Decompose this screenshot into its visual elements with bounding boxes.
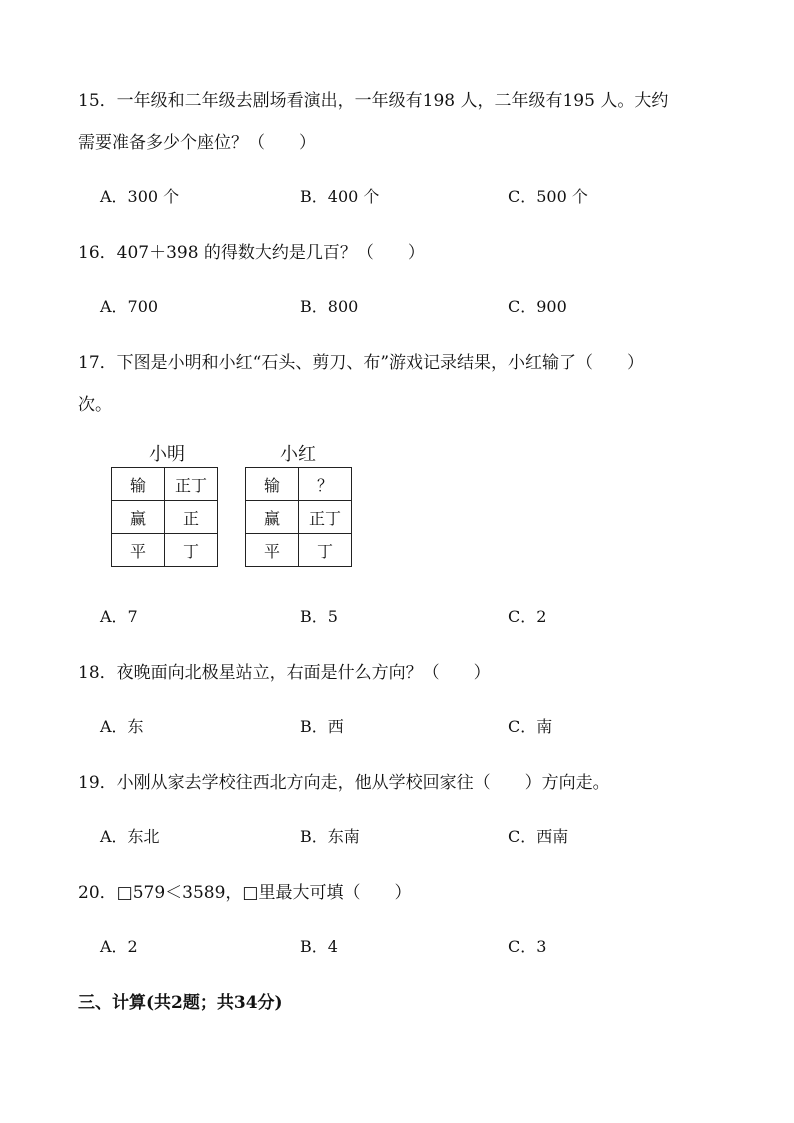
table-row — [246, 534, 352, 567]
table-title-xiaohong: 小红 — [280, 444, 316, 465]
table-cell: ？ — [299, 468, 352, 501]
table-cell: 输 — [112, 468, 165, 501]
q18-option-a: A．东 — [100, 717, 144, 736]
q15-option-a: A．300 个 — [100, 187, 180, 206]
table-row — [112, 468, 218, 501]
table-row — [112, 534, 218, 567]
table-cell: 正丁 — [165, 468, 218, 501]
q19-option-a: A．东北 — [100, 827, 160, 846]
table-cell: 正丁 — [299, 501, 352, 534]
table-title-xiaoming: 小明 — [149, 444, 185, 465]
q18-option-b: B．西 — [300, 717, 344, 736]
q18-option-c: C．南 — [508, 717, 553, 736]
tally-table-xiaohong — [245, 467, 352, 567]
q15-option-b: B．400 个 — [300, 187, 380, 206]
q19-line-1: 19．小刚从家去学校往西北方向走，他从学校回家往（ ）方向走。 — [78, 773, 610, 793]
table-row — [246, 501, 352, 534]
q18-line-1: 18．夜晚面向北极星站立，右面是什么方向？（ ） — [78, 663, 491, 683]
q16-option-c: C．900 — [508, 297, 567, 316]
section-title: 三、计算(共2题；共34分) — [78, 993, 283, 1013]
table-cell: 输 — [246, 468, 299, 501]
table-row — [112, 501, 218, 534]
q20-option-b: B．4 — [300, 937, 338, 956]
table-cell: 平 — [246, 534, 299, 567]
q17-line-2: 次。 — [78, 395, 112, 415]
q20-option-c: C．3 — [508, 937, 547, 956]
q19-option-b: B．东南 — [300, 827, 360, 846]
q20-option-a: A．2 — [100, 937, 138, 956]
table-cell: 赢 — [112, 501, 165, 534]
q16-option-b: B．800 — [300, 297, 359, 316]
q17-option-a: A．7 — [100, 607, 138, 626]
q16-option-a: A．700 — [100, 297, 159, 316]
table-cell: 正 — [165, 501, 218, 534]
q20-line-1: 20．□579＜3589，□里最大可填（ ） — [78, 883, 412, 903]
table-cell: 丁 — [165, 534, 218, 567]
q19-option-c: C．西南 — [508, 827, 569, 846]
q15-line-2: 需要准备多少个座位？（ ） — [78, 133, 316, 153]
q15-line-1: 15．一年级和二年级去剧场看演出，一年级有198 人，二年级有195 人。大约 — [78, 91, 669, 111]
table-cell: 平 — [112, 534, 165, 567]
q17-option-b: B．5 — [300, 607, 338, 626]
q16-line-1: 16．407＋398 的得数大约是几百？（ ） — [78, 243, 425, 263]
tally-table-xiaoming — [111, 467, 218, 567]
table-cell: 丁 — [299, 534, 352, 567]
q17-line-1: 17．下图是小明和小红“石头、剪刀、布”游戏记录结果，小红输了（ ） — [78, 353, 645, 373]
table-cell: 赢 — [246, 501, 299, 534]
q15-option-c: C．500 个 — [508, 187, 588, 206]
q17-option-c: C．2 — [508, 607, 547, 626]
table-row — [246, 468, 352, 501]
